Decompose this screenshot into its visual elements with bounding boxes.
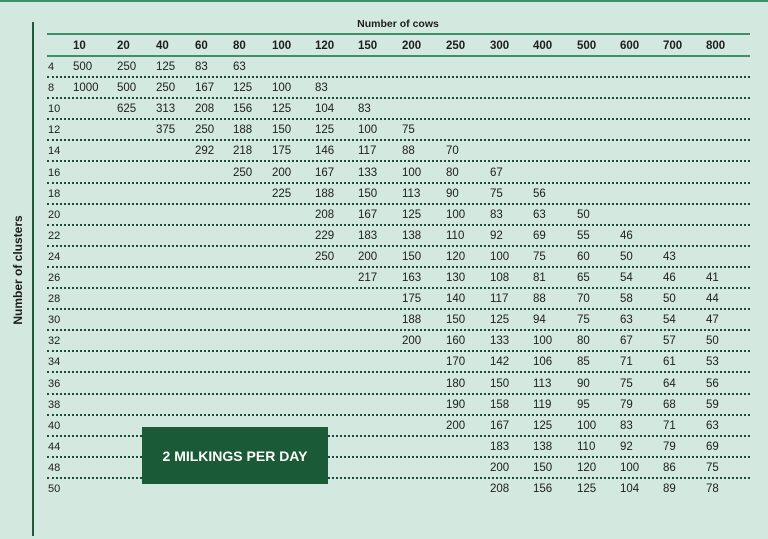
table-cell: 108 — [490, 272, 510, 284]
table-cell: 142 — [490, 356, 510, 369]
table-cell: 188 — [233, 124, 253, 137]
table-cell: 150 — [490, 377, 510, 390]
table-cell: 67 — [620, 335, 633, 348]
column-header: 120 — [315, 40, 335, 52]
table-cell: 85 — [577, 356, 590, 369]
table-cell: 200 — [402, 335, 422, 348]
table-cell: 183 — [490, 440, 510, 453]
table-cell: 138 — [533, 440, 553, 453]
table-cell: 163 — [402, 272, 422, 284]
table-cell: 138 — [402, 229, 422, 242]
table-cell: 250 — [195, 124, 215, 137]
table-cell: 625 — [117, 103, 137, 116]
table-cell: 113 — [533, 377, 552, 390]
table-cell: 83 — [315, 82, 328, 95]
row-divider — [47, 308, 750, 310]
table-cell: 54 — [663, 314, 676, 327]
table-cell: 125 — [233, 82, 253, 95]
table-cell: 50 — [706, 335, 719, 348]
table-cell: 110 — [577, 440, 596, 453]
row-label: 14 — [48, 145, 61, 158]
table-cell: 83 — [490, 208, 503, 221]
table-cell: 158 — [490, 398, 510, 411]
table-cell: 160 — [446, 335, 466, 348]
row-divider — [47, 414, 750, 416]
table-cell: 125 — [402, 208, 422, 221]
table-cell: 46 — [620, 229, 633, 242]
table-cell: 167 — [315, 166, 335, 179]
row-label: 4 — [48, 61, 55, 73]
table-cell: 100 — [533, 335, 553, 348]
row-divider — [47, 139, 750, 141]
table-cell: 43 — [663, 250, 676, 263]
table-cell: 120 — [446, 250, 466, 263]
table-cell: 79 — [663, 440, 676, 453]
table-cell: 100 — [446, 208, 466, 221]
table-cell: 81 — [533, 272, 546, 284]
table-cell: 183 — [358, 229, 378, 242]
row-label: 34 — [48, 356, 61, 369]
table-cell: 117 — [490, 293, 509, 306]
table-cell: 156 — [233, 103, 253, 116]
table-cell: 92 — [620, 440, 633, 453]
table-cell: 60 — [577, 250, 590, 263]
column-header: 700 — [663, 40, 683, 52]
row-divider — [47, 393, 750, 395]
header-top-rule — [47, 33, 750, 35]
table-cell: 78 — [706, 483, 719, 495]
row-label: 30 — [48, 314, 61, 327]
row-label: 40 — [48, 419, 61, 432]
table-title: Number of cows — [357, 18, 439, 30]
table-cell: 167 — [195, 82, 215, 95]
table-cell: 75 — [490, 187, 503, 200]
table-cell: 63 — [233, 61, 246, 73]
table-cell: 110 — [446, 229, 465, 242]
row-label: 18 — [48, 187, 61, 200]
table-cell: 90 — [577, 377, 590, 390]
table-cell: 175 — [402, 293, 422, 306]
row-label: 12 — [48, 124, 61, 137]
table-cell: 117 — [358, 145, 377, 158]
table-cell: 150 — [533, 461, 553, 474]
table-cell: 61 — [663, 356, 676, 369]
column-header: 300 — [490, 40, 510, 52]
row-label: 44 — [48, 440, 61, 453]
table-cell: 170 — [446, 356, 466, 369]
table-cell: 75 — [533, 250, 546, 263]
row-label: 50 — [48, 483, 61, 495]
row-divider — [47, 160, 750, 162]
top-border — [0, 0, 768, 2]
table-cell: 133 — [490, 335, 510, 348]
table-cell: 113 — [402, 187, 421, 200]
table-cell: 75 — [402, 124, 415, 137]
column-header: 20 — [117, 40, 130, 52]
column-header: 400 — [533, 40, 553, 52]
table-cell: 125 — [533, 419, 553, 432]
table-cell: 79 — [620, 398, 633, 411]
row-divider — [47, 182, 750, 184]
column-header: 40 — [156, 40, 169, 52]
table-cell: 65 — [577, 272, 590, 284]
table-cell: 58 — [620, 293, 633, 306]
table-cell: 190 — [446, 398, 466, 411]
table-cell: 375 — [156, 124, 176, 137]
row-label: 22 — [48, 229, 61, 242]
table-cell: 94 — [533, 314, 546, 327]
table-cell: 150 — [446, 314, 466, 327]
row-label: 32 — [48, 335, 61, 348]
table-cell: 140 — [446, 293, 466, 306]
table-cell: 63 — [533, 208, 546, 221]
table-cell: 46 — [663, 272, 676, 284]
row-label: 16 — [48, 166, 61, 179]
table-cell: 208 — [315, 208, 335, 221]
table-cell: 208 — [490, 483, 510, 495]
table-cell: 100 — [402, 166, 422, 179]
table-cell: 250 — [156, 82, 176, 95]
table-cell: 69 — [533, 229, 546, 242]
table-cell: 313 — [156, 103, 176, 116]
table-cell: 218 — [233, 145, 253, 158]
table-cell: 146 — [315, 145, 335, 158]
table-cell: 83 — [358, 103, 371, 116]
column-header: 150 — [358, 40, 378, 52]
table-cell: 156 — [533, 483, 553, 495]
table-cell: 57 — [663, 335, 676, 348]
table-cell: 125 — [490, 314, 510, 327]
table-cell: 100 — [620, 461, 640, 474]
row-divider — [47, 118, 750, 120]
milkings-label: 2 MILKINGS PER DAY — [162, 447, 308, 464]
table-cell: 95 — [577, 398, 590, 411]
table-cell: 64 — [663, 377, 676, 390]
table-cell: 63 — [706, 419, 719, 432]
row-label: 20 — [48, 208, 61, 221]
table-cell: 200 — [358, 250, 378, 263]
table-cell: 100 — [272, 82, 292, 95]
table-cell: 70 — [446, 145, 459, 158]
table-cell: 133 — [358, 166, 378, 179]
table-cell: 75 — [577, 314, 590, 327]
row-label: 10 — [48, 103, 61, 116]
table-cell: 167 — [490, 419, 510, 432]
table-cell: 83 — [195, 61, 208, 73]
table-cell: 175 — [272, 145, 292, 158]
table-cell: 150 — [358, 187, 378, 200]
row-divider — [47, 97, 750, 99]
row-label: 24 — [48, 250, 61, 263]
table-cell: 41 — [706, 272, 719, 284]
table-cell: 120 — [577, 461, 597, 474]
column-header: 80 — [233, 40, 246, 52]
row-divider — [47, 76, 750, 78]
table-cell: 500 — [117, 82, 137, 95]
table-cell: 125 — [315, 124, 335, 137]
table-cell: 50 — [620, 250, 633, 263]
table-cell: 70 — [577, 293, 590, 306]
table-cell: 150 — [272, 124, 292, 137]
table-cell: 167 — [358, 208, 378, 221]
row-divider — [47, 350, 750, 352]
table-cell: 59 — [706, 398, 719, 411]
milkings-label-box — [142, 427, 328, 484]
row-label: 28 — [48, 293, 61, 306]
table-cell: 80 — [577, 335, 590, 348]
table-cell: 100 — [490, 250, 510, 263]
table-cell: 50 — [577, 208, 590, 221]
row-divider — [47, 329, 750, 331]
row-divider — [47, 245, 750, 247]
table-cell: 104 — [620, 483, 640, 495]
table-cell: 44 — [706, 293, 719, 306]
table-cell: 225 — [272, 187, 292, 200]
column-header: 600 — [620, 40, 640, 52]
table-cell: 104 — [315, 103, 335, 116]
row-divider — [47, 203, 750, 205]
table-cell: 100 — [358, 124, 378, 137]
column-header: 10 — [73, 40, 86, 52]
row-label: 8 — [48, 82, 55, 95]
table-cell: 217 — [358, 272, 378, 284]
table-cell: 250 — [315, 250, 335, 263]
table-cell: 68 — [663, 398, 676, 411]
table-cell: 1000 — [73, 82, 99, 95]
table-cell: 200 — [272, 166, 292, 179]
table-cell: 125 — [577, 483, 597, 495]
table-cell: 250 — [117, 61, 137, 73]
table-cell: 67 — [490, 166, 503, 179]
table-cell: 292 — [195, 145, 215, 158]
column-header: 800 — [706, 40, 726, 52]
table-cell: 75 — [620, 377, 633, 390]
table-cell: 250 — [233, 166, 253, 179]
y-axis-label: Number of clusters — [11, 215, 25, 325]
table-cell: 54 — [620, 272, 633, 284]
table-cell: 63 — [620, 314, 633, 327]
row-label: 26 — [48, 272, 61, 284]
table-cell: 69 — [706, 440, 719, 453]
row-divider — [47, 266, 750, 268]
table-cell: 119 — [533, 398, 552, 411]
table-cell: 53 — [706, 356, 719, 369]
table-cell: 80 — [446, 166, 459, 179]
column-header: 200 — [402, 40, 422, 52]
header-bottom-rule — [47, 55, 750, 57]
table-cell: 55 — [577, 229, 590, 242]
table-cell: 75 — [706, 461, 719, 474]
table-cell: 90 — [446, 187, 459, 200]
table-cell: 71 — [663, 419, 676, 432]
table-cell: 88 — [533, 293, 546, 306]
table-cell: 71 — [620, 356, 633, 369]
row-divider — [47, 371, 750, 373]
table-cell: 200 — [490, 461, 510, 474]
table-cell: 106 — [533, 356, 553, 369]
table-cell: 50 — [663, 293, 676, 306]
table-cell: 500 — [73, 61, 93, 73]
table-cell: 88 — [402, 145, 415, 158]
table-cell: 56 — [533, 187, 546, 200]
table-cell: 56 — [706, 377, 719, 390]
column-header: 500 — [577, 40, 597, 52]
table-cell: 200 — [446, 419, 466, 432]
table-cell: 89 — [663, 483, 676, 495]
table-cell: 125 — [156, 61, 176, 73]
table-cell: 125 — [272, 103, 292, 116]
table-cell: 150 — [402, 250, 422, 263]
table-cell: 180 — [446, 377, 466, 390]
row-divider — [47, 287, 750, 289]
table-cell: 83 — [620, 419, 633, 432]
table-cell: 188 — [315, 187, 335, 200]
column-header: 250 — [446, 40, 466, 52]
row-label: 36 — [48, 377, 61, 390]
row-label: 48 — [48, 461, 61, 474]
column-header: 100 — [272, 40, 292, 52]
table-cell: 86 — [663, 461, 676, 474]
table-cell: 92 — [490, 229, 503, 242]
table-cell: 100 — [577, 419, 597, 432]
table-cell: 229 — [315, 229, 335, 242]
row-label: 38 — [48, 398, 61, 411]
table-cell: 130 — [446, 272, 466, 284]
table-cell: 188 — [402, 314, 422, 327]
column-header: 60 — [195, 40, 208, 52]
table-cell: 47 — [706, 314, 719, 327]
row-divider — [47, 224, 750, 226]
table-cell: 208 — [195, 103, 215, 116]
axis-line — [32, 22, 34, 536]
